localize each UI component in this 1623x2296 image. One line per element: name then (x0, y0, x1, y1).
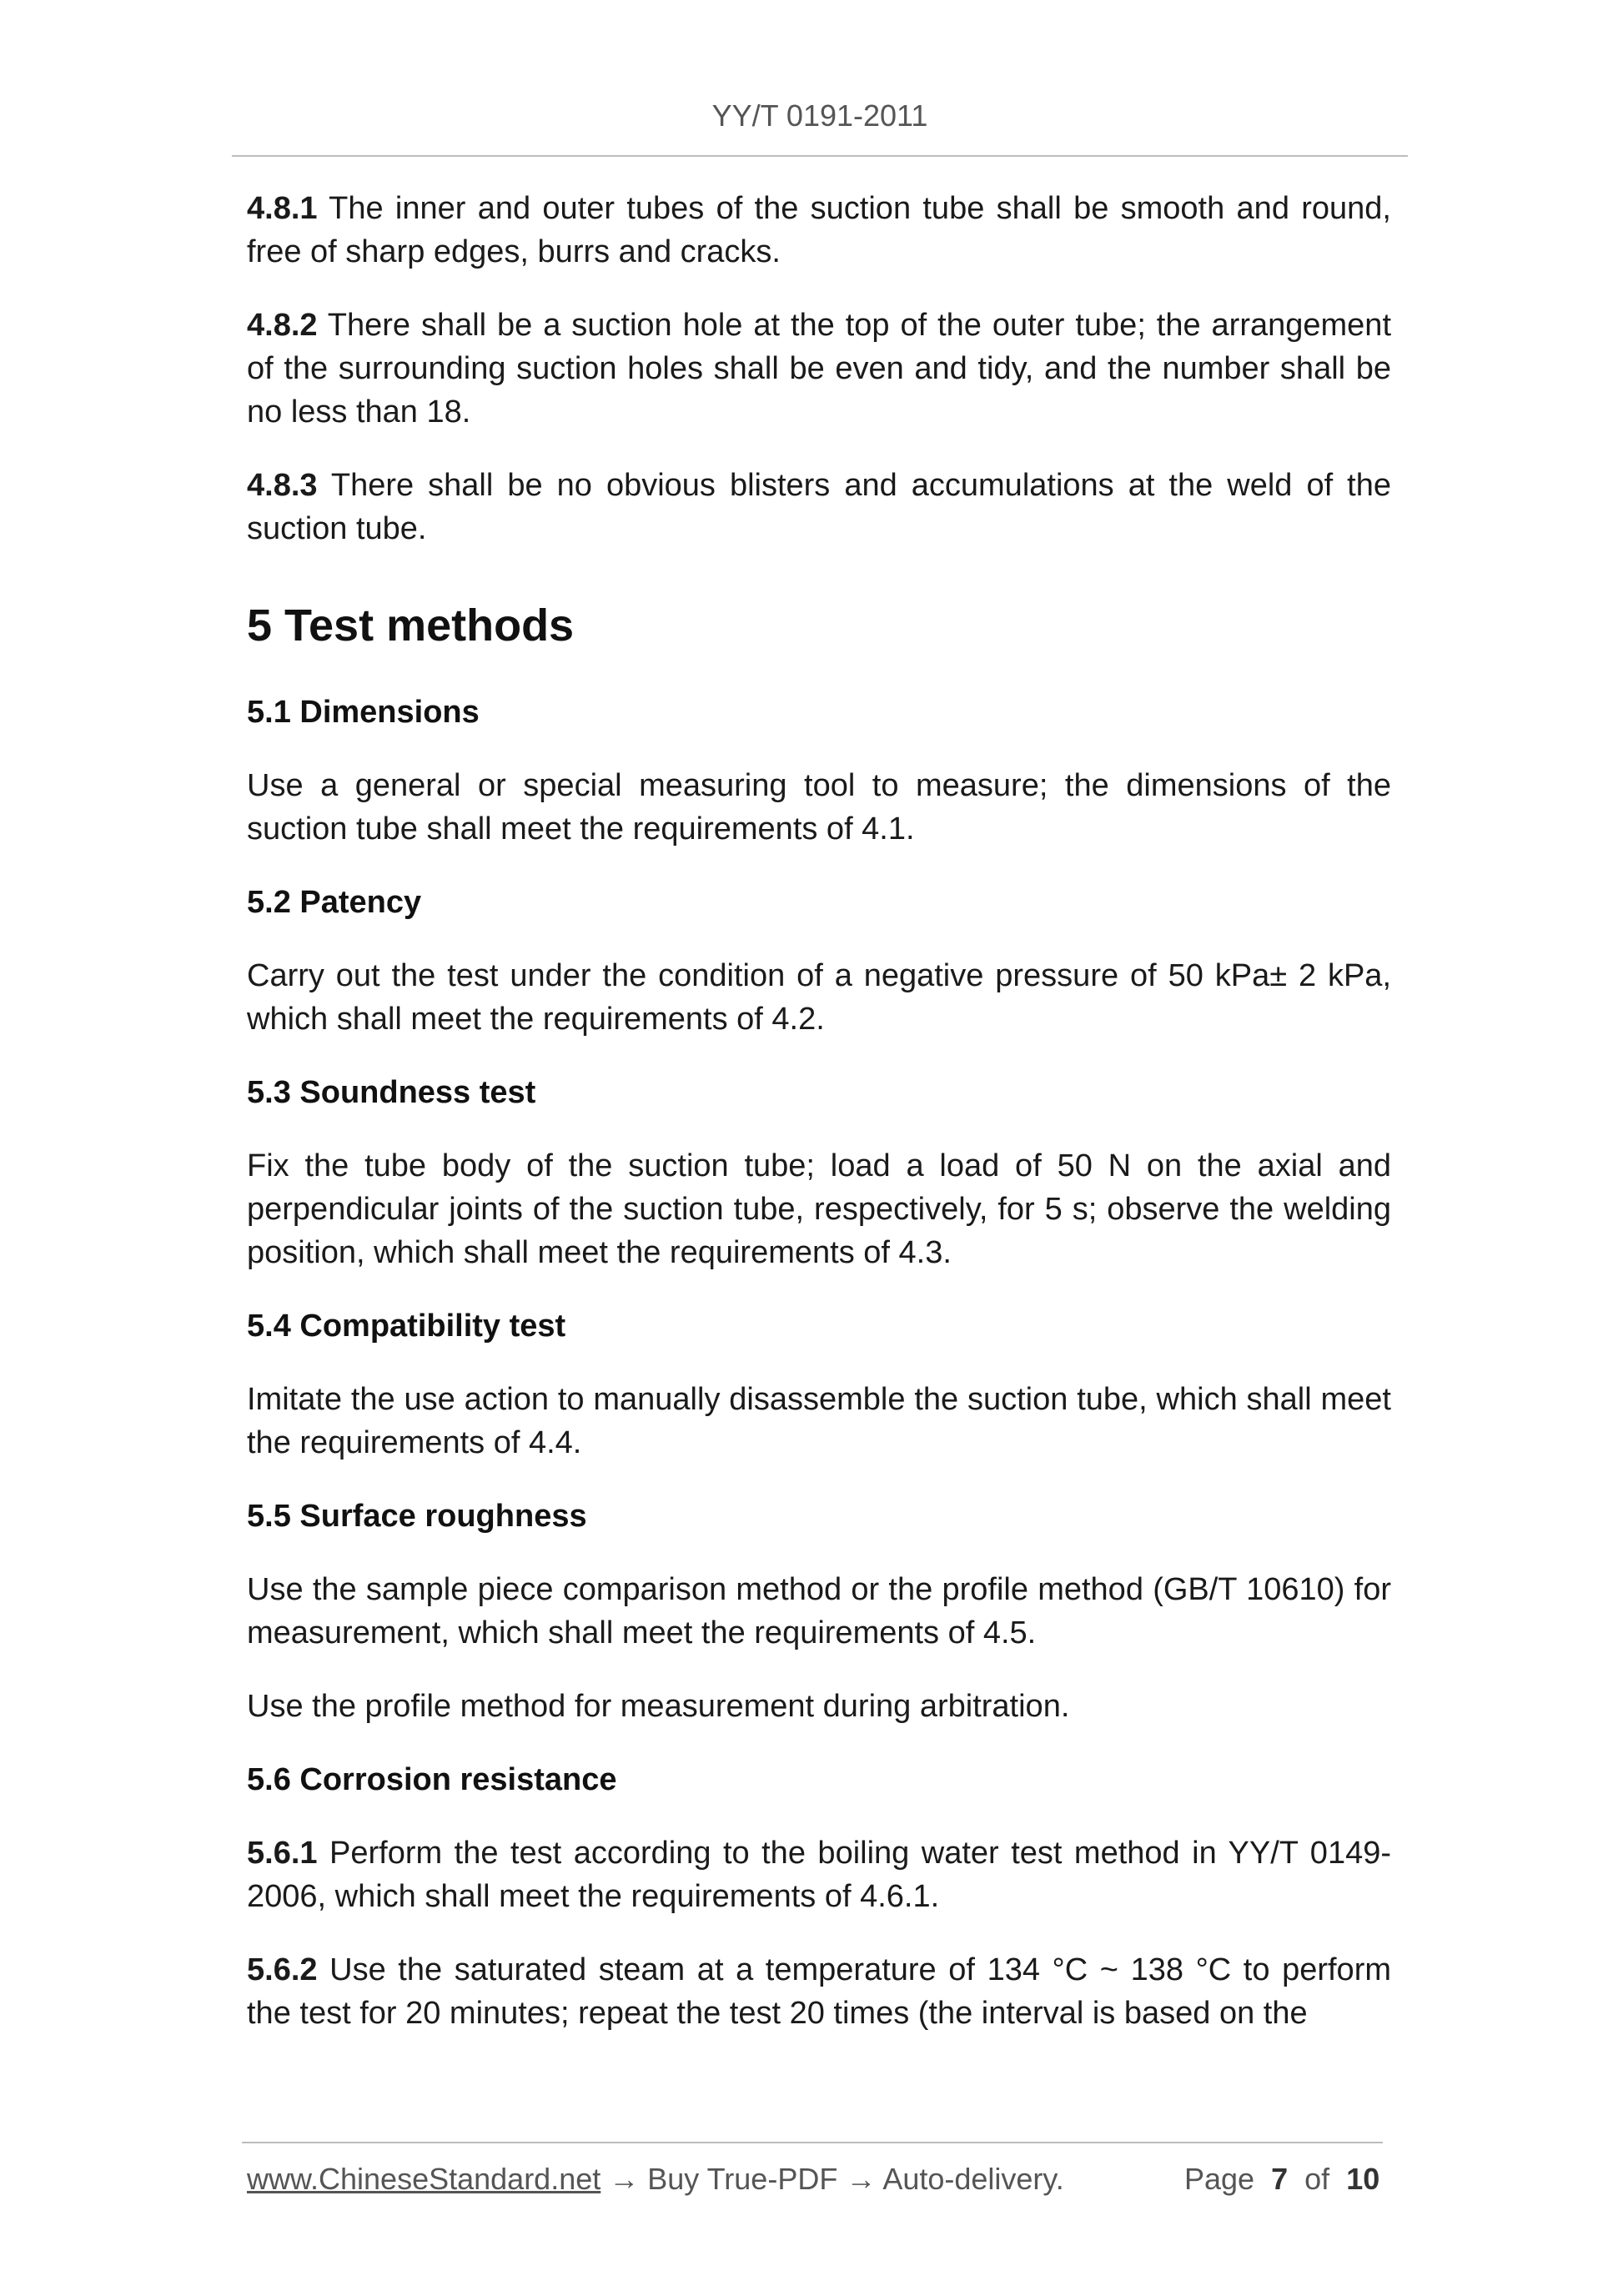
clause-text: There shall be a suction hole at the top of the outer tube; the arrangement of the surrounding suction holes shall be even and tidy, and the number shall be no less than 18. (247, 308, 1391, 430)
clause-4-8-3 (247, 464, 1391, 550)
clause-text: Perform the test according to the boiling water test method in YY/T 0149-2006, which shall meet the requirements of 4.6.1. (247, 1836, 1391, 1914)
page-label: Page (1184, 2162, 1255, 2196)
current-page: 7 (1271, 2162, 1289, 2196)
footer-tagline: → Buy True-PDF → Auto-delivery. (600, 2162, 1064, 2196)
page-content (247, 187, 1391, 2065)
paragraph-5-1: Use a general or special measuring tool to measure; the dimensions of the suction tube shall meet the requirements of 4.1. (247, 768, 1391, 847)
clause-5-6-1 (247, 1831, 1391, 1918)
clause-number: 5.6.2 (247, 1952, 318, 1987)
website-link[interactable]: www.ChineseStandard.net (247, 2162, 601, 2196)
paragraph-5-5a: Use the sample piece comparison method or the profile method (GB/T 10610) for measurement, which shall meet the requirements of 4.5. (247, 1572, 1391, 1650)
footer-promo (247, 2162, 1064, 2197)
clause-4-8-1 (247, 187, 1391, 274)
paragraph-5-4: Imitate the use action to manually disassemble the suction tube, which shall meet the requirements of 4.4. (247, 1382, 1391, 1460)
clause-text: Use the saturated steam at a temperature of 134 °C ~ 138 °C to perform the test for 20 minutes; repeat the test 20 times (the interval is based on the (247, 1952, 1391, 2031)
heading-5-3: 5.3 Soundness test (247, 1075, 536, 1110)
clause-text: There shall be no obvious blisters and accumulations at the weld of the suction tube. (247, 468, 1391, 546)
clause-number: 4.8.1 (247, 191, 318, 226)
clause-number: 4.8.3 (247, 468, 318, 503)
paragraph-5-2: Carry out the test under the condition of a negative pressure of 50 kPa± 2 kPa, which shall meet the requirements of 4.2. (247, 958, 1391, 1037)
page-indicator (1184, 2162, 1379, 2197)
clause-text: The inner and outer tubes of the suction tube shall be smooth and round, free of sharp edges, burrs and cracks. (247, 191, 1391, 269)
clause-number: 4.8.2 (247, 308, 318, 343)
clause-5-6-2 (247, 1948, 1391, 2035)
paragraph-5-5b: Use the profile method for measurement during arbitration. (247, 1689, 1070, 1724)
heading-5-5: 5.5 Surface roughness (247, 1499, 587, 1534)
footer-divider (242, 2142, 1383, 2143)
heading-5-2: 5.2 Patency (247, 885, 422, 920)
document-header: YY/T 0191-2011 (711, 98, 928, 133)
section-heading-test-methods: 5 Test methods (247, 600, 575, 651)
of-label: of (1304, 2162, 1330, 2196)
header-divider (232, 155, 1408, 157)
heading-5-1: 5.1 Dimensions (247, 695, 480, 730)
heading-5-4: 5.4 Compatibility test (247, 1309, 566, 1344)
clause-4-8-2 (247, 304, 1391, 434)
total-pages: 10 (1346, 2162, 1380, 2196)
clause-number: 5.6.1 (247, 1836, 318, 1871)
heading-5-6: 5.6 Corrosion resistance (247, 1762, 617, 1797)
paragraph-5-3: Fix the tube body of the suction tube; load a load of 50 N on the axial and perpendicular joints of the suction tube, respectively, for 5 s; observe the welding position, which shall meet the requirements of 4.3. (247, 1148, 1391, 1270)
